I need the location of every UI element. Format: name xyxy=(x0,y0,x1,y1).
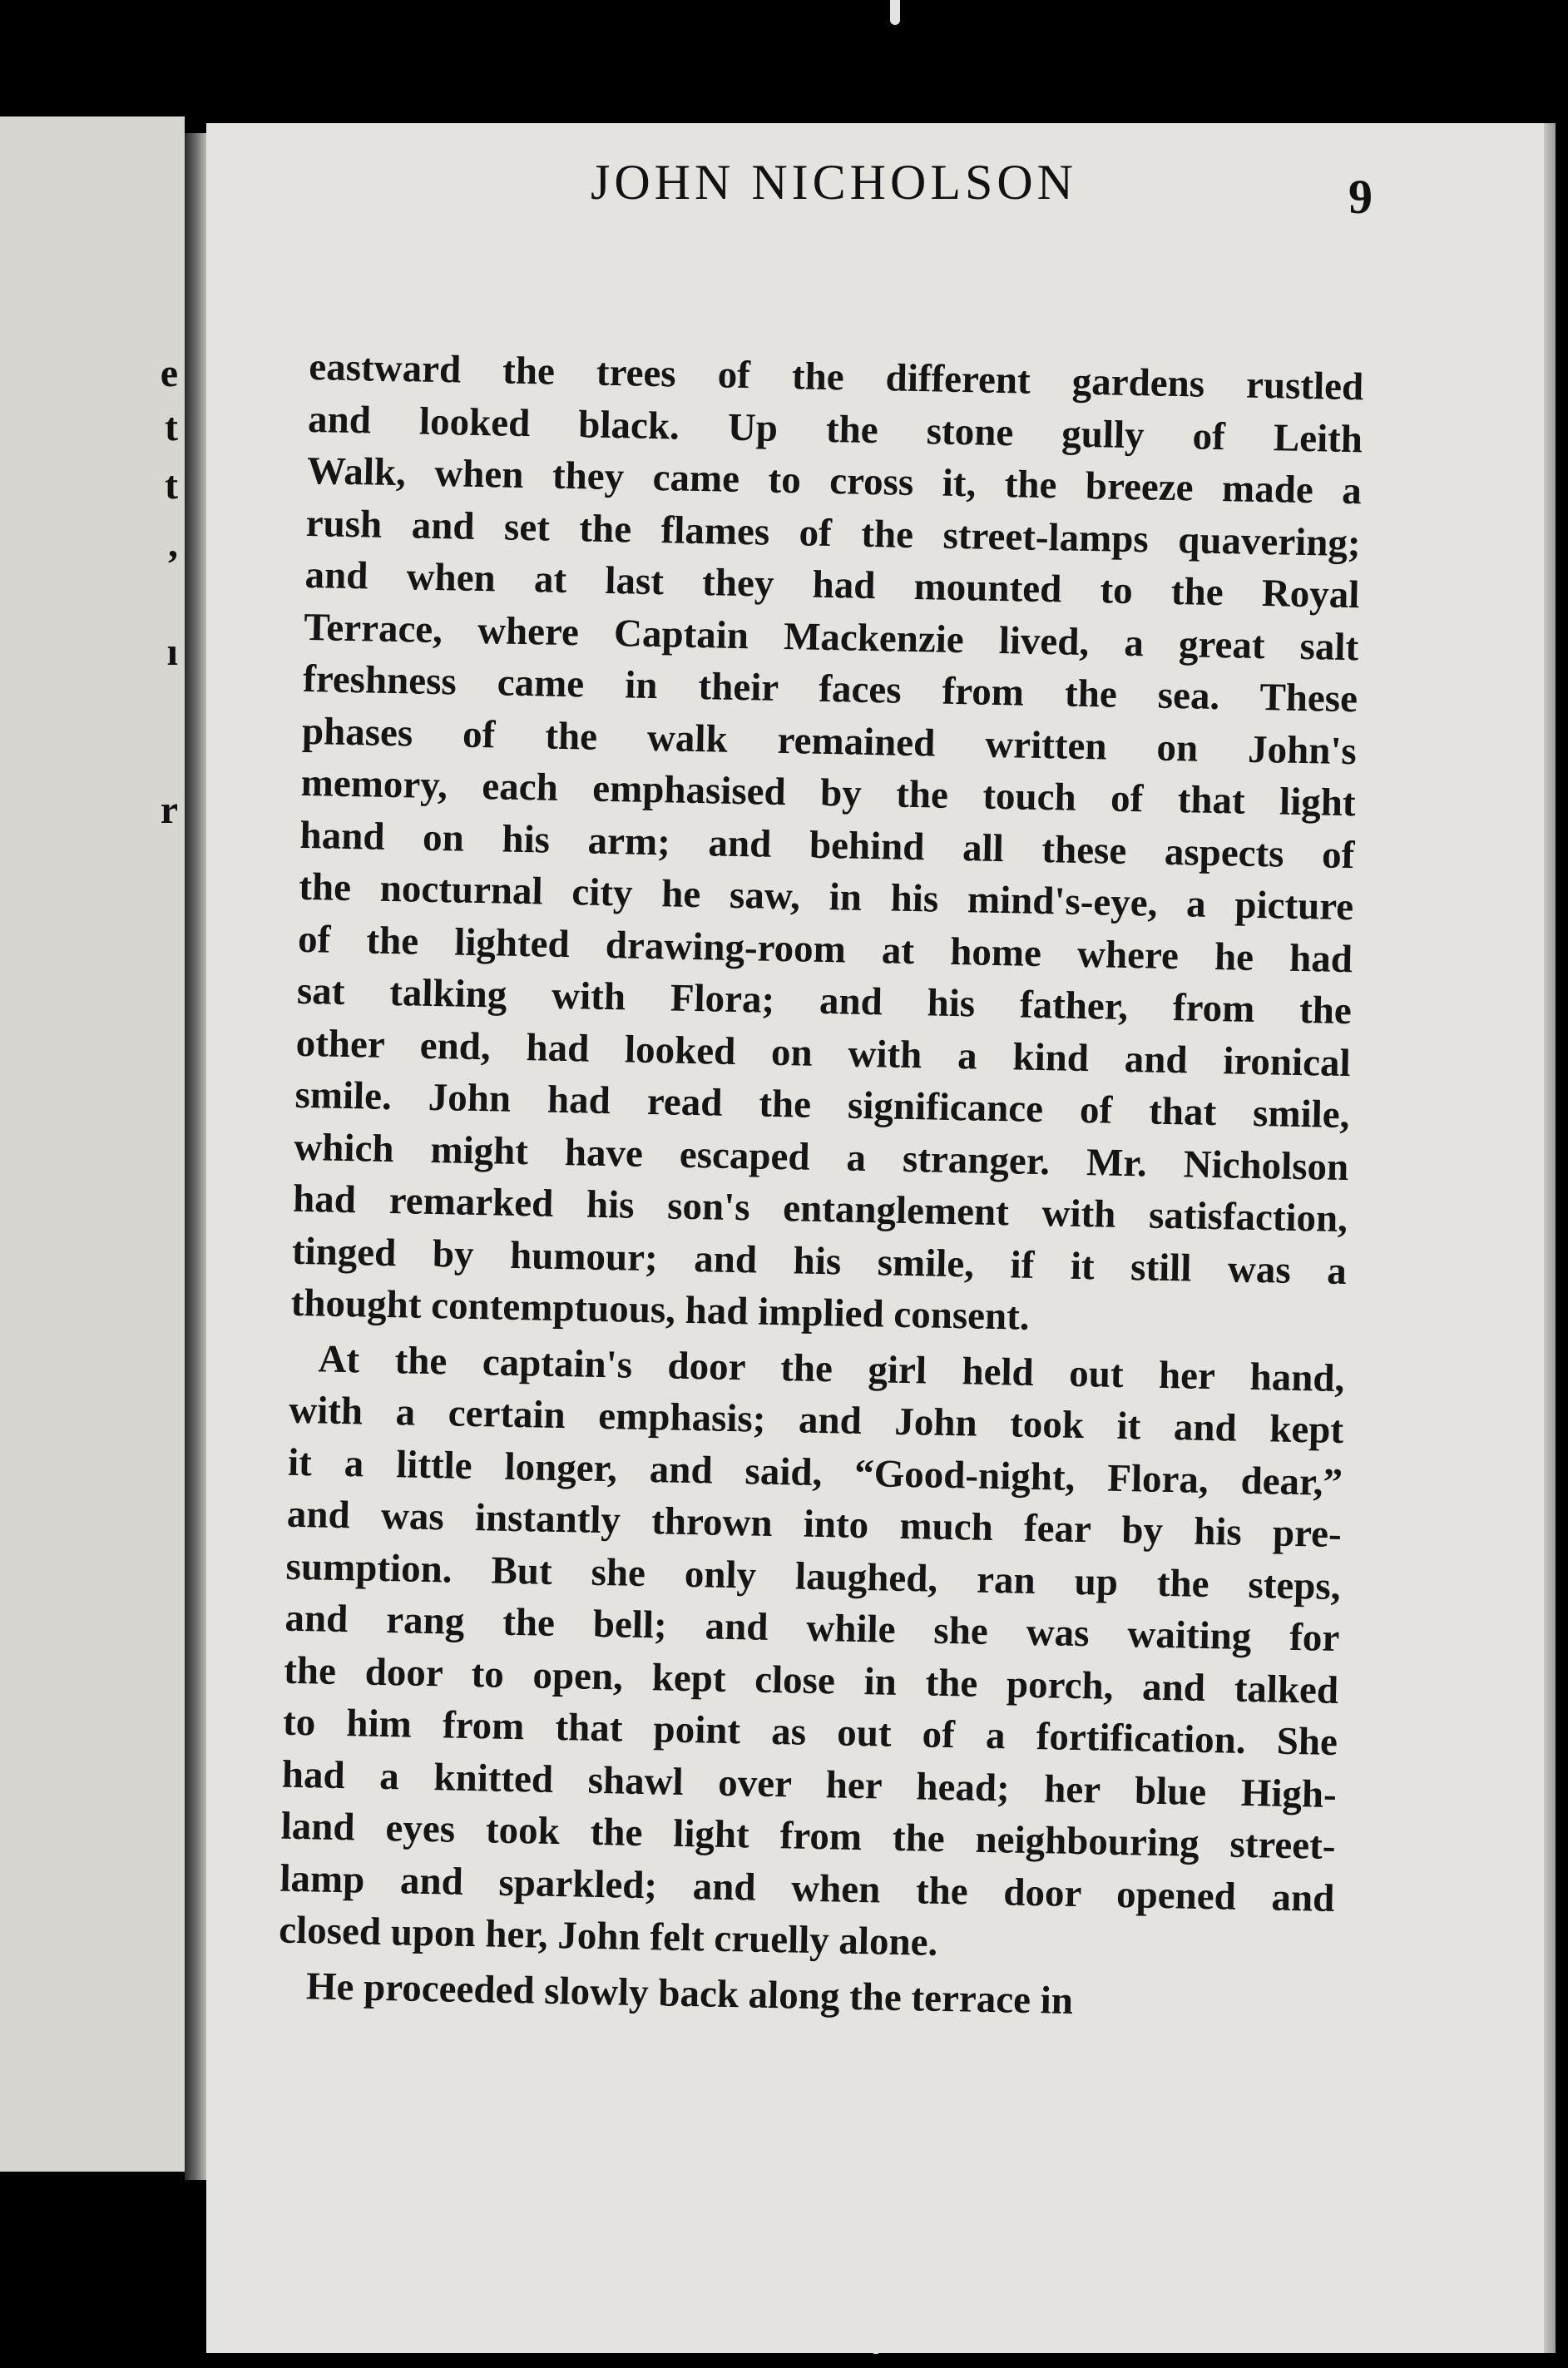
text-line: the door to open, kept close in the porch, and talked xyxy=(283,1648,1339,1712)
text-line: and looked black. Up the stone gully of Leith xyxy=(307,397,1363,461)
page-edge-shadow xyxy=(1544,123,1556,2353)
text-line: lamp and sparkled; and when the door opened and xyxy=(279,1856,1335,1920)
text-line: had a knitted shawl over her head; her blue High- xyxy=(281,1752,1338,1816)
text-line: the nocturnal city he saw, in his mind's-eye, a picture xyxy=(298,864,1354,929)
text-line: other end, had looked on with a kind and ironical xyxy=(295,1021,1352,1085)
text-line: had remarked his son's entanglement with satisfaction, xyxy=(292,1177,1348,1241)
text-line: hand on his arm; and behind all these aspects of xyxy=(299,813,1355,877)
text-line: eastward the trees of the different gardens rustled xyxy=(308,344,1364,409)
text-line: of the lighted drawing-room at home where he had xyxy=(297,917,1353,981)
text-line: which might have escaped a stranger. Mr. Nicholson xyxy=(293,1125,1349,1189)
text-line: He proceeded slowly back along the terrace in xyxy=(305,1964,1074,2023)
facing-page-char: t xyxy=(165,405,178,449)
facing-page-char: , xyxy=(168,522,178,566)
text-line: Terrace, where Captain Mackenzie lived, a great salt xyxy=(303,605,1359,669)
facing-page-char: t xyxy=(165,463,178,508)
text-line: thought contemptuous, had implied consent. xyxy=(290,1281,1031,1339)
paragraph xyxy=(290,341,1364,1350)
text-line: tinged by humour; and his smile, if it still was a xyxy=(291,1229,1348,1293)
text-line: and rang the bell; and while she was waiting for xyxy=(284,1596,1340,1661)
facing-page-char: r xyxy=(160,788,178,832)
page-header xyxy=(391,154,1373,245)
scan-mark xyxy=(873,2342,878,2354)
page-number: 9 xyxy=(1348,170,1373,224)
text-line: with a certain emphasis; and John took it and kept xyxy=(288,1388,1344,1453)
text-line: At the captain's door the girl held out her hand, xyxy=(318,1336,1345,1400)
text-line: and was instantly thrown into much fear by his pre- xyxy=(286,1492,1343,1557)
text-line: memory, each emphasised by the touch of that light xyxy=(300,760,1357,825)
facing-page-char: ı xyxy=(166,630,178,674)
text-line: and when at last they had mounted to the Royal xyxy=(304,552,1360,617)
text-line: rush and set the flames of the street-lamps quavering; xyxy=(305,501,1362,565)
text-line: smile. John had read the significance of that smile, xyxy=(294,1073,1350,1137)
text-line: land eyes took the light from the neighbouring street- xyxy=(280,1804,1336,1869)
paragraph xyxy=(279,1332,1345,1976)
text-line: phases of the walk remained written on John's xyxy=(301,709,1358,773)
text-line: it a little longer, and said, “Good-night, Flora, dear,” xyxy=(287,1440,1343,1504)
scan-mark xyxy=(890,0,900,25)
facing-page-char: e xyxy=(160,351,178,395)
text-line: sumption. But she only laughed, ran up the steps, xyxy=(285,1544,1341,1608)
book-gutter xyxy=(185,133,206,2180)
text-line: freshness came in their faces from the sea. These xyxy=(302,656,1358,721)
text-line: closed upon her, John felt cruelly alone. xyxy=(278,1908,938,1964)
facing-page-edge xyxy=(0,116,185,2172)
text-line: Walk, when they came to cross it, the breeze made a xyxy=(306,448,1363,513)
body-text xyxy=(277,341,1363,2032)
text-line: to him from that point as out of a fortification. She xyxy=(282,1700,1338,1765)
running-title: JOHN NICHOLSON xyxy=(591,155,1078,210)
text-line: sat talking with Flora; and his father, from the xyxy=(296,969,1353,1033)
